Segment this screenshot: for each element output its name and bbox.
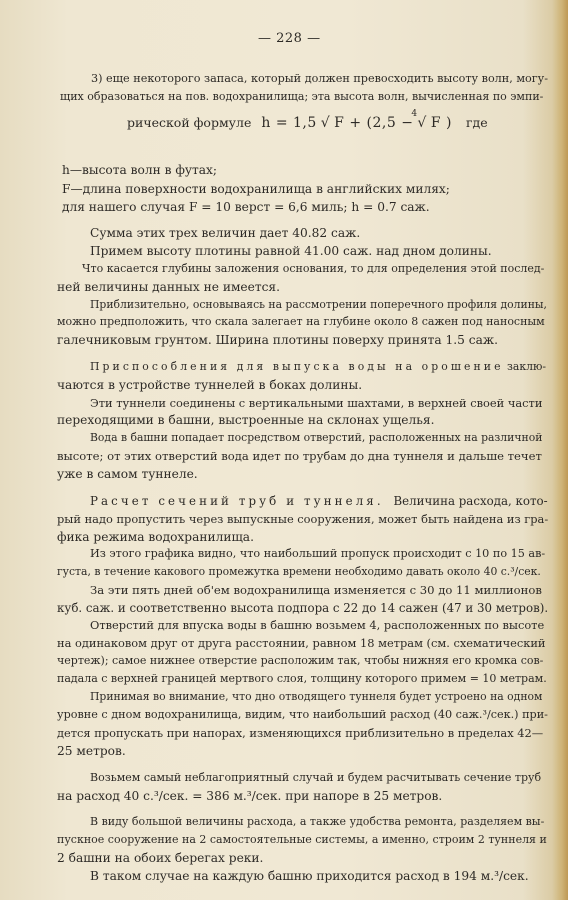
text-line: падала с верхней границей мертвого слоя, толщину которого примем = 10 метрам.: [57, 672, 547, 685]
heading-continuation: заклю-: [507, 360, 546, 373]
text-line: на расход 40 с.³/сек. = 386 м.³/сек. при напоре в 25 метров.: [57, 789, 443, 803]
text-line: 2 башни на обоих берегах реки.: [57, 851, 264, 865]
section-heading: Приспособления для выпуска воды на орошение: [90, 360, 504, 373]
text-line: рый надо пропустить через выпускные сооружения, может быть найдена из гра-: [57, 512, 549, 526]
text-line: можно предположить, что скала залегает на глубине около 8 сажен под наносным: [57, 315, 545, 328]
text-line: куб. саж. и соответственно высота подпора с 22 до 14 сажен (47 и 30 метров).: [57, 601, 549, 615]
formula-root-sign: √: [320, 115, 331, 131]
text-line: дется пропускать при напорах, изменяющихся приблизительно в пределах 42—: [57, 726, 544, 740]
text-line: За эти пять дней об'ем водохранилища изменяется с 30 до 11 миллионов: [90, 583, 542, 597]
formula-line: [127, 109, 488, 131]
section-heading-line: [90, 360, 546, 374]
formula-root-index: 4: [411, 109, 418, 119]
text-line: Эти туннели соединены с вертикальными шахтами, в верхней своей части: [90, 396, 543, 410]
text-line: фика режима водохранилища.: [57, 530, 254, 544]
section-heading-line: [90, 494, 548, 508]
text-line: переходящими в башни, выстроенные на склонах ущелья.: [57, 413, 435, 427]
text-line: 25 метров.: [57, 744, 126, 758]
text-line: ней величины данных не имеется.: [57, 280, 280, 294]
heading-continuation: Величина расхода, кото-: [393, 494, 548, 508]
formula-expr-end: F ): [430, 115, 452, 131]
text-line: Принимая во внимание, что дно отводящего туннеля будет устроено на одном: [90, 690, 543, 703]
text-line: F—длина поверхности водохранилища в английских милях;: [62, 182, 450, 196]
text-line: В виду большой величины расхода, а также удобства ремонта, разделяем вы-: [90, 815, 545, 828]
formula-expr-mid: F + (2,5 −: [334, 115, 414, 131]
text-line: галечниковым грунтом. Ширина плотины поверху принята 1.5 саж.: [57, 333, 498, 347]
text-line: высоте; от этих отверстий вода идет по трубам до дна туннеля и дальше течет: [57, 449, 542, 463]
text-line: Сумма этих трех величин дает 40.82 саж.: [90, 226, 361, 240]
text-line: Возьмем самый неблагоприятный случай и будем расчитывать сечение труб: [90, 771, 542, 784]
text-line: чаются в устройстве туннелей в боках долины.: [57, 378, 363, 392]
text-line: Примем высоту плотины равной 41.00 саж. над дном долины.: [90, 244, 492, 258]
formula-expr-start: h = 1,5: [261, 115, 317, 131]
formula-root-sign: √ 4: [411, 109, 427, 131]
text-line: уже в самом туннеле.: [57, 467, 198, 481]
text-line: для нашего случая F = 10 верст = 6,6 миль; h = 0.7 саж.: [62, 200, 430, 214]
formula-lead: рической формуле: [127, 115, 252, 130]
text-line: Вода в башни попадает посредством отверстий, расположенных на различной: [90, 431, 543, 444]
text-line: В таком случае на каждую башню приходится расход в 194 м.³/сек.: [90, 869, 529, 883]
text-line: на одинаковом друг от друга расстоянии, равном 18 метрам (см. схематический: [57, 636, 546, 650]
text-line: Из этого графика видно, что наибольший пропуск происходит с 10 по 15 ав-: [90, 547, 546, 560]
text-line: густа, в течение какового промежутка времени необходимо давать около 40 с.³/сек.: [57, 565, 541, 578]
section-heading: Расчет сечений труб и туннеля.: [90, 494, 384, 508]
text-line: уровне с дном водохранилища, видим, что наибольший расход (40 саж.³/сек.) при-: [57, 708, 548, 721]
text-line: Приблизительно, основываясь на рассмотрении поперечного профиля долины,: [90, 298, 547, 311]
formula-tail: где: [465, 115, 488, 130]
text-line: Отверстий для впуска воды в башню возьмем 4, расположенных по высоте: [90, 618, 545, 632]
text-line: 3) еще некоторого запаса, который должен превосходить высоту волн, могу-: [91, 72, 549, 85]
text-line: чертеж); самое нижнее отверстие расположим так, чтобы нижняя его кромка сов-: [57, 654, 544, 667]
text-line: Что касается глубины заложения основания, то для определения этой послед-: [82, 262, 545, 275]
text-line: щих образоваться на пов. водохранилища; эта высота волн, вычисленная по эмпи-: [60, 90, 544, 103]
page-number: — 228 —: [258, 31, 321, 46]
text-line: h—высота волн в футах;: [62, 163, 218, 177]
text-line: пускное сооружение на 2 самостоятельные системы, а именно, строим 2 туннеля и: [57, 833, 547, 846]
